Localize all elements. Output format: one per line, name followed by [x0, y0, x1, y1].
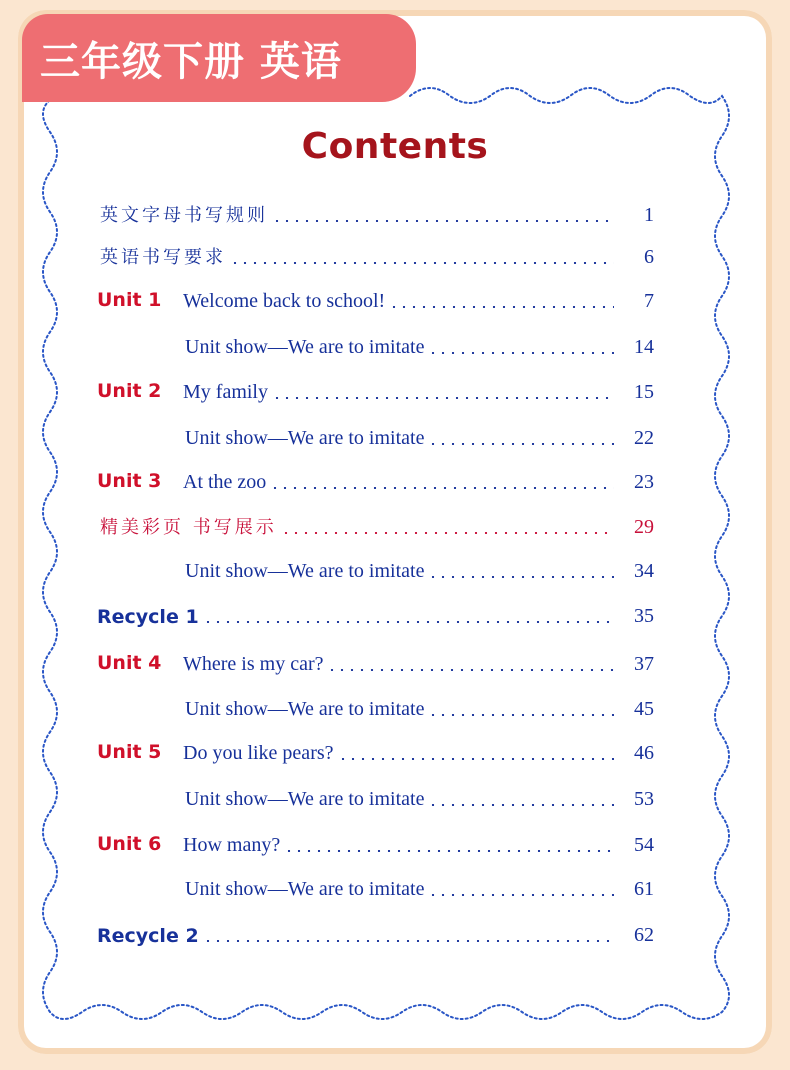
toc-row[interactable] [0, 237, 790, 271]
dot-leader [428, 443, 614, 445]
dot-leader [338, 758, 614, 760]
dot-leader [272, 397, 614, 399]
dot-leader [270, 487, 614, 489]
page-number: 7 [644, 290, 654, 312]
toc-row[interactable] [0, 507, 790, 541]
entry-title: How many? [183, 834, 281, 856]
toc-entry [185, 788, 618, 811]
unit-label: Unit 5 [97, 741, 162, 763]
toc-row[interactable] [0, 869, 790, 903]
page-number: 34 [634, 560, 654, 582]
header-banner [22, 14, 416, 102]
toc-entry [183, 834, 618, 857]
dot-leader [428, 894, 614, 896]
entry-title: Welcome back to school! [183, 290, 386, 312]
toc-row[interactable] [0, 779, 790, 813]
toc-entry [100, 513, 618, 539]
dot-leader [281, 532, 614, 534]
toc-row[interactable] [0, 281, 790, 315]
entry-title: Unit show—We are to imitate [185, 560, 425, 582]
toc-entry [185, 878, 618, 901]
entry-title: 英文字母书写规则 [100, 205, 268, 226]
page-number: 62 [634, 924, 654, 946]
page-number: 22 [634, 427, 654, 449]
toc-row[interactable] [0, 915, 790, 949]
toc-entry [185, 427, 618, 450]
page-number: 29 [634, 516, 654, 538]
page-number: 46 [634, 742, 654, 764]
toc-row[interactable] [0, 733, 790, 767]
toc-row[interactable] [0, 327, 790, 361]
toc-entry [183, 381, 618, 404]
entry-title: Where is my car? [183, 653, 324, 675]
toc-entry [97, 606, 618, 628]
page-number: 53 [634, 788, 654, 810]
banner-title: 三年级下册 英语 [40, 38, 342, 85]
toc-entry [185, 698, 618, 721]
dot-leader [428, 576, 614, 578]
dot-leader [230, 262, 614, 264]
dot-leader [428, 804, 614, 806]
toc-row[interactable] [0, 372, 790, 406]
toc-row[interactable] [0, 644, 790, 678]
toc-row[interactable] [0, 195, 790, 229]
page-number: 14 [634, 336, 654, 358]
unit-label: Unit 1 [97, 289, 162, 311]
entry-title: Unit show—We are to imitate [185, 788, 425, 810]
page-number: 6 [644, 246, 654, 268]
toc-entry [100, 243, 618, 269]
toc-row[interactable] [0, 462, 790, 496]
entry-title: At the zoo [183, 471, 267, 493]
toc-entry [185, 560, 618, 583]
toc-entry [183, 742, 618, 765]
contents-title: Contents [301, 126, 489, 167]
dot-leader [203, 621, 614, 623]
dot-leader [327, 669, 614, 671]
page-number: 37 [634, 653, 654, 675]
dot-leader [272, 220, 614, 222]
toc-entry [97, 925, 618, 947]
entry-title: Unit show—We are to imitate [185, 698, 425, 720]
unit-label: Unit 6 [97, 833, 162, 855]
toc-row[interactable] [0, 418, 790, 452]
toc-row[interactable] [0, 825, 790, 859]
entry-title: Do you like pears? [183, 742, 334, 764]
toc-row[interactable] [0, 689, 790, 723]
entry-title: Unit show—We are to imitate [185, 878, 425, 900]
page-number: 54 [634, 834, 654, 856]
unit-label: Unit 2 [97, 380, 162, 402]
page-number: 1 [644, 204, 654, 226]
dot-leader [389, 306, 614, 308]
unit-label: Unit 3 [97, 470, 162, 492]
dot-leader [428, 714, 614, 716]
toc-row[interactable] [0, 596, 790, 630]
entry-title: 精美彩页 书写展示 [100, 517, 277, 538]
toc-entry [183, 653, 618, 676]
entry-title: Unit show—We are to imitate [185, 427, 425, 449]
toc-row[interactable] [0, 551, 790, 585]
page-number: 15 [634, 381, 654, 403]
toc-entry [183, 290, 618, 313]
entry-title: Unit show—We are to imitate [185, 336, 425, 358]
toc-entry [100, 201, 618, 227]
toc-entry [185, 336, 618, 359]
dot-leader [203, 940, 614, 942]
dot-leader [284, 850, 614, 852]
page-number: 23 [634, 471, 654, 493]
toc-entry [183, 471, 618, 494]
page-number: 45 [634, 698, 654, 720]
page-number: 35 [634, 605, 654, 627]
entry-title: My family [183, 381, 268, 403]
entry-title: Recycle 2 [97, 925, 199, 947]
entry-title: 英语书写要求 [100, 247, 226, 268]
page-number: 61 [634, 878, 654, 900]
dot-leader [428, 352, 614, 354]
entry-title: Recycle 1 [97, 606, 199, 628]
unit-label: Unit 4 [97, 652, 162, 674]
